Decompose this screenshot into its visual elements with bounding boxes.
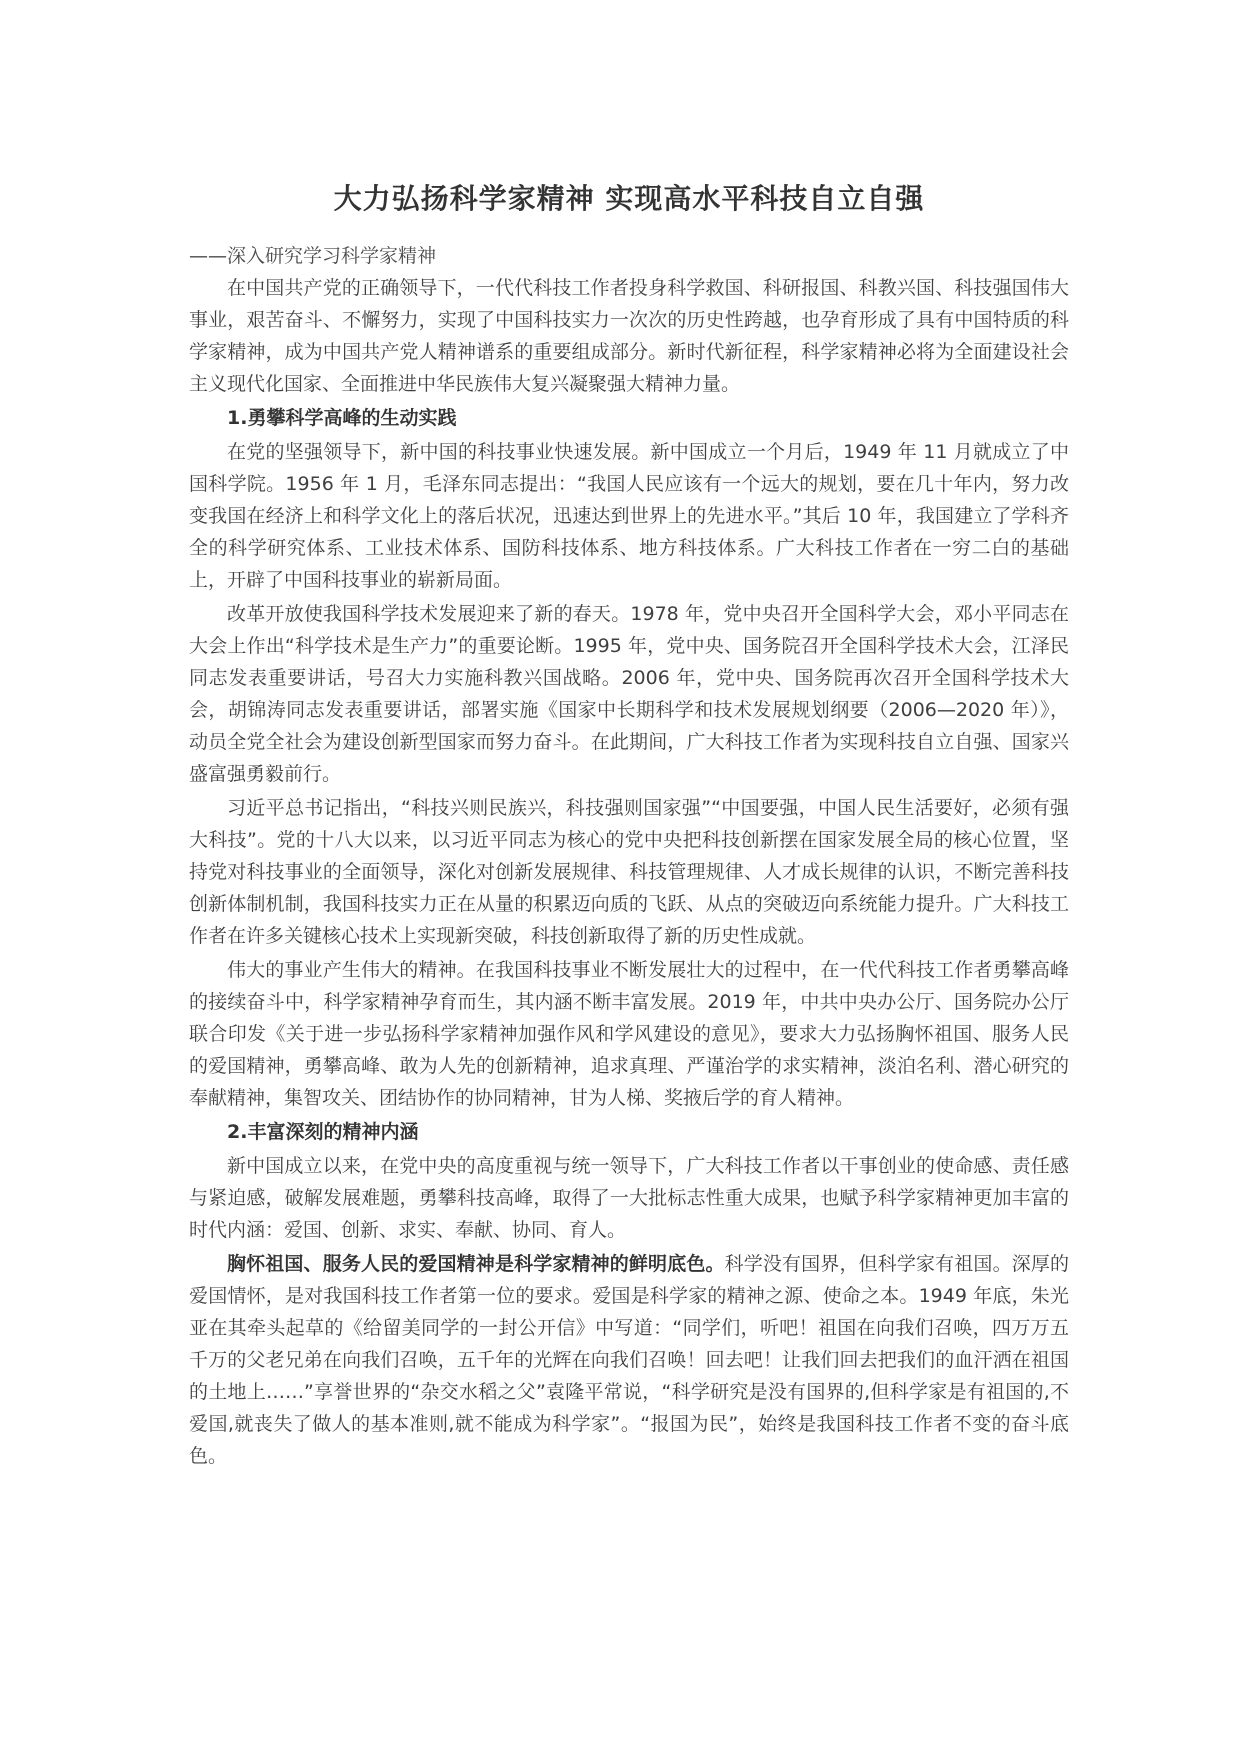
section-2-heading: 2.丰富深刻的精神内涵 xyxy=(227,1121,419,1143)
section-2-paragraph-2-body: 科学没有国界，但科学家有祖国。深厚的爱国情怀，是对我国科技工作者第一位的要求。爱国是科学家的精神之源、使命之本。1949 年底，朱光亚在其牵头起草的《给留美同学的一封公开信》中写道：“同学们，听吧！祖国在向我们召唤，四万万五千万的父老兄弟在向我们召唤，五千年的光辉在向我们召唤！回去吧！让我们回去把我们的血汗洒在祖国的土地上……”享誉世界的“杂交水稻之父”袁隆平常说，“科学研究是没有国界的,但科学家是有祖国的,不爱国,就丧失了做人的基本准则,就不能成为科学家”。“报国为民”，始终是我国科技工作者不变的奋斗底色。 xyxy=(189,1253,1069,1467)
section-1-heading: 1.勇攀科学高峰的生动实践 xyxy=(227,407,457,429)
intro-paragraph: 在中国共产党的正确领导下，一代代科技工作者投身科学救国、科研报国、科教兴国、科技强国伟大事业，艰苦奋斗、不懈努力，实现了中国科技实力一次次的历史性跨越，也孕育形成了具有中国特质的科学家精神，成为中国共产党人精神谱系的重要组成部分。新时代新征程，科学家精神必将为全面建设社会主义现代化国家、全面推进中华民族伟大复兴凝聚强大精神力量。 xyxy=(189,277,1069,395)
section-2-paragraph-2 xyxy=(189,1248,1069,1472)
section-2-paragraph-2-lead: 胸怀祖国、服务人民的爱国精神是科学家精神的鲜明底色。 xyxy=(227,1253,725,1275)
section-2-paragraph-1: 新中国成立以来，在党中央的高度重视与统一领导下，广大科技工作者以干事创业的使命感、责任感与紧迫感，破解发展难题，勇攀科技高峰，取得了一大批标志性重大成果，也赋予科学家精神更加丰富的时代内涵：爱国、创新、求实、奉献、协同、育人。 xyxy=(189,1155,1069,1241)
section-1-paragraph-1: 在党的坚强领导下，新中国的科技事业快速发展。新中国成立一个月后，1949 年 11 月就成立了中国科学院。1956 年 1 月，毛泽东同志提出：“我国人民应该有一个远大的规划，要在几十年内，努力改变我国在经济上和科学文化上的落后状况，迅速达到世界上的先进水平。”其后 10 年，我国建立了学科齐全的科学研究体系、工业技术体系、国防科技体系、地方科技体系。广大科技工作者在一穷二白的基础上，开辟了中国科技事业的崭新局面。 xyxy=(189,441,1069,591)
document-title: 大力弘扬科学家精神 实现高水平科技自立自强 xyxy=(333,182,925,215)
section-1-paragraph-4: 伟大的事业产生伟大的精神。在我国科技事业不断发展壮大的过程中，在一代代科技工作者勇攀高峰的接续奋斗中，科学家精神孕育而生，其内涵不断丰富发展。2019 年，中共中央办公厅、国务院办公厅联合印发《关于进一步弘扬科学家精神加强作风和学风建设的意见》，要求大力弘扬胸怀祖国、服务人民的爱国精神，勇攀高峰、敢为人先的创新精神，追求真理、严谨治学的求实精神，淡泊名利、潜心研究的奉献精神，集智攻关、团结协作的协同精神，甘为人梯、奖掖后学的育人精神。 xyxy=(189,959,1069,1109)
document-body xyxy=(189,178,1069,1474)
document-subtitle: ——深入研究学习科学家精神 xyxy=(189,245,437,267)
section-1-paragraph-2: 改革开放使我国科学技术发展迎来了新的春天。1978 年，党中央召开全国科学大会，邓小平同志在大会上作出“科学技术是生产力”的重要论断。1995 年，党中央、国务院召开全国科学技术大会，江泽民同志发表重要讲话，号召大力实施科教兴国战略。2006 年，党中央、国务院再次召开全国科学技术大会，胡锦涛同志发表重要讲话，部署实施《国家中长期科学和技术发展规划纲要（2006—2020 年）》，动员全党全社会为建设创新型国家而努力奋斗。在此期间，广大科技工作者为实现科技自立自强、国家兴盛富强勇毅前行。 xyxy=(189,603,1069,785)
section-1-paragraph-3: 习近平总书记指出，“科技兴则民族兴，科技强则国家强”“中国要强，中国人民生活要好，必须有强大科技”。党的十八大以来，以习近平同志为核心的党中央把科技创新摆在国家发展全局的核心位置，坚持党对科技事业的全面领导，深化对创新发展规律、科技管理规律、人才成长规律的认识，不断完善科技创新体制机制，我国科技实力正在从量的积累迈向质的飞跃、从点的突破迈向系统能力提升。广大科技工作者在许多关键核心技术上实现新突破，科技创新取得了新的历史性成就。 xyxy=(189,797,1069,947)
